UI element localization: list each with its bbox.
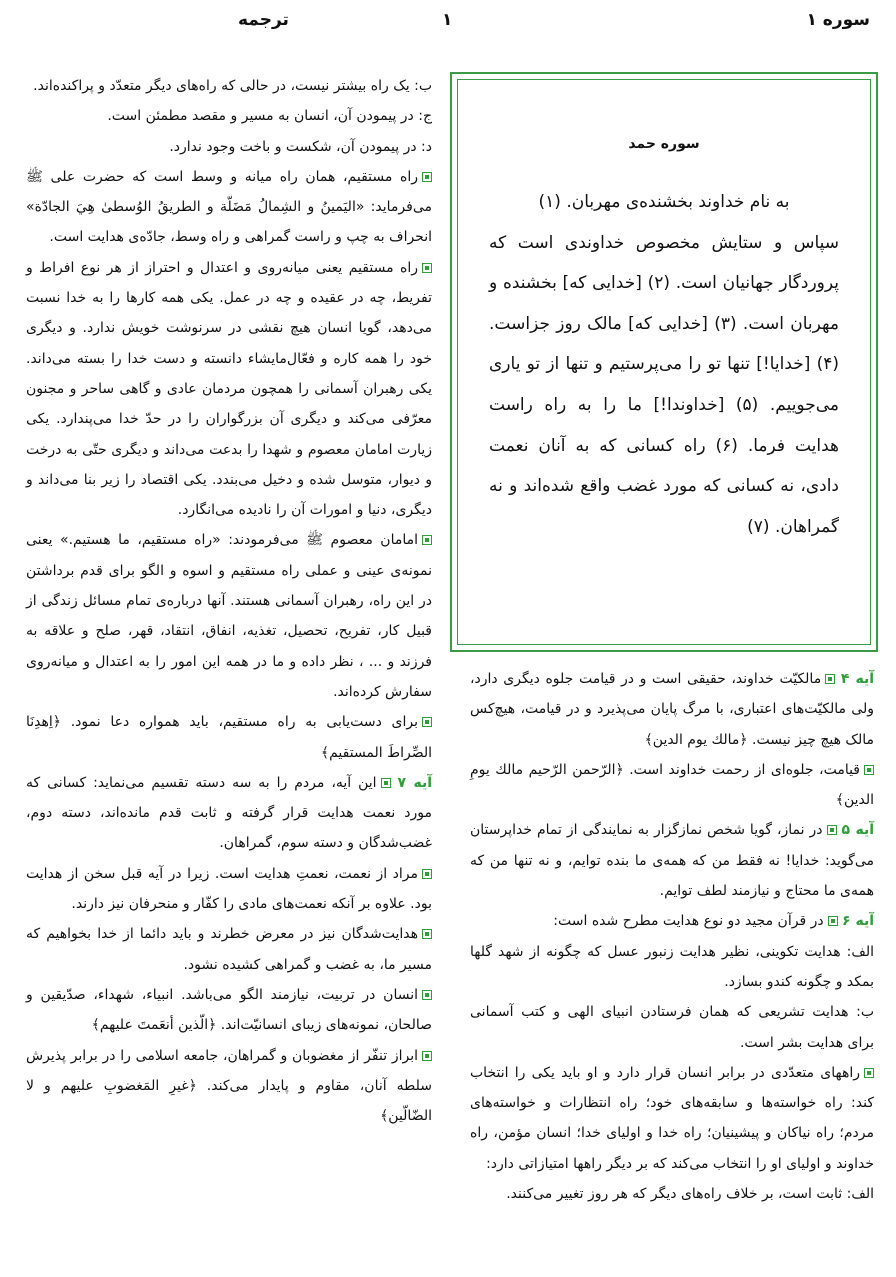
commentary-text: انسان در تربیت، نیازمند الگو می‌باشد. انبیاء، شهداء، صدّیقین و صالحان، نمونه‌های زیبای انسانیّت‌اند. ﴿الّذين أنعَمتَ عليهم﴾ [26,986,432,1034]
right-commentary-column [470,664,874,1209]
commentary-point [26,525,432,707]
aya-label: آیه ۷ [397,774,433,791]
bullet-square-icon [381,778,391,788]
bullet-square-icon [825,674,835,684]
translation-paragraph: سپاس و ستایش مخصوص خداوندی است که پروردگار جهانیان است. (۲) [خدایی که] بخشنده و مهربان است. (۳) [خدایی که] مالک روز جزاست. (۴) [خدایا!] تنها تو را می‌پرستیم و تنها از تو یاری می‌جوییم. (۵) [خداوندا!] ما را به راه راست هدایت فرما. (۶) راه کسانی که به آنان نعمت دادی، نه کسانی که مورد غضب واقع شده‌اند و نه گمراهان. (۷) [489,232,840,537]
commentary-point [26,1041,432,1132]
commentary-point [470,815,874,906]
commentary-text: ابراز تنفّر از مغضوبان و گمراهان، جامعه اسلامی را در برابر پذیرش سلطه آنان، مقاوم و پایدار می‌کند. ﴿غيرِ المَغضوبِ عليهم و لا الضّالّين﴾ [26,1047,432,1125]
commentary-text: هدایت‌شدگان نیز در معرض خطرند و باید دائما از خدا بخواهیم که مسیر ما، به غضب و گمراهی کشیده نشود. [26,926,432,973]
commentary-text: امامان معصوم ﷺ می‌فرمودند: «راه مستقیم، ما هستیم.» یعنی نمونه‌ی عینی و عملی راه مستقیم و اسوه و الگو برای قدم برداشتن در این راه، رهبران آسمانی هستند. آنها درباره‌ی تمام مسائل زندگی از قبیل کار، تفریح، تحصیل، تغذیه، انفاق، انتقاد، قهر، صلح و علاقه به فرزند و ... ، نظر داده و ما در همه این امور را به اعتدال و میانه‌روی سفارش کرده‌اند. [26,532,432,700]
commentary-paragraph: ب: یک راه بیشتر نیست، در حالی که راه‌های دیگر متعدّد و پراکنده‌اند. [33,78,432,94]
commentary-text: در نماز، گویا شخص نمازگزار به نمایندگی از تمام خداپرستان می‌گوید: خدایا! نه فقط من که همه‌ی ما بنده توایم، و نه تنها من که همه‌ی ما محتاج و نیازمند لطف توایم. [470,822,874,900]
bullet-square-icon [422,172,432,182]
commentary-paragraph: الف: هدایت تکوینی، نظیر هدایت زنبور عسل که چگونه از شهد گلها بمکد و چگونه کندو بسازد. [470,943,874,990]
commentary-paragraph: ج: در پیمودن آن، انسان به مسیر و مقصد مطمئن است. [107,108,432,125]
bullet-square-icon [422,990,432,1000]
surah-title: سوره حمد [628,136,700,152]
aya-label: آیه ۵ [841,822,875,839]
translation-text [489,182,839,547]
bullet-square-icon [864,765,874,775]
commentary-paragraph: ب: هدایت تشریعی که همان فرستادن انبیای الهی و کتب آسمانی برای هدایت بشر است. [470,1004,874,1051]
bullet-square-icon [422,929,432,939]
commentary-point [26,919,432,980]
commentary-text: راه مستقیم، همان راه میانه و وسط است که حضرت علی ﷺ می‌فرماید: «اليَمينُ و الشِمالُ مَضَلّة و الطريقُ الوُسطیٰ هِيَ الجادّة» انحراف به چپ و راست گمراهی و راه وسط، جادّه‌ی هدایت است. [26,168,432,246]
commentary-text: قیامت، جلوه‌ای از رحمت خداوند است. ﴿الرّحمن الرّحيم مالك يومِ الدين﴾ [470,761,874,809]
commentary-text: راههای متعدّدی در برابر انسان قرار دارد و او باید یکی را انتخاب کند: راه خواسته‌ها و سابقه‌های خود؛ راه انتظارات و خواسته‌های مردم؛ راه نیاکان و پیشینیان؛ راه خدا و اولیای خدا؛ انسان مؤمن، راه خداوند و اولیای او را انتخاب می‌کند که بر دیگر راهها امتیازاتی دارد: [470,1064,874,1172]
translation-box [450,72,878,652]
commentary-point [26,768,432,859]
basmala-line: به نام خداوند بخشنده‌ی مهربان. (۱) [538,192,790,212]
commentary-point [470,906,874,936]
commentary-paragraph: الف: ثابت است، بر خلاف راه‌های دیگر که هر روز تغییر می‌کنند. [506,1186,874,1203]
bullet-square-icon [422,717,432,727]
commentary-text: راه مستقیم یعنی میانه‌روی و اعتدال و احتراز از هر نوع افراط و تفریط، چه در عقیده و چه در عمل. یکی همه کارها را به خدا نسبت می‌دهد، گویا انسان هیچ نقشی در سرنوشت خویش ندارد. و دیگری خود را همه کاره و فعّال‌مایشاء دانسته و دست خدا را بسته می‌داند. یکی رهبران آسمانی را همچون مردمان عادی و گاهی ساحر و مجنون معرّفی می‌کند و دیگری آن بزرگواران را در حدّ خدا می‌پندارد. یکی زیارت امامان معصوم و شهدا را بدعت می‌داند و دیگری حتّی به درخت و دیوار، متوسل شده و دخیل می‌بندد. یکی اقتصاد را زیر بنا می‌داند و دیگری، دنیا و امورات آن را نادیده می‌انگارد. [26,259,432,519]
commentary-point [470,1058,874,1179]
bullet-square-icon [827,825,837,835]
commentary-point [470,664,874,755]
commentary-point [26,162,432,253]
commentary-text: برای دست‌یابی به راه مستقیم، باید همواره دعا نمود. ﴿اِهدِنَا الصِّراطَ المستقيم﴾ [26,714,432,761]
bullet-square-icon [422,263,432,273]
left-commentary-column [26,71,432,1131]
aya-label: آیه ۴ [840,671,874,687]
bullet-square-icon [422,869,432,879]
bullet-square-icon [422,1051,432,1061]
section-title-header: ترجمه [238,10,289,30]
commentary-point [470,755,874,816]
commentary-point [26,253,432,526]
surah-number-header: سوره ۱ [806,10,870,30]
commentary-text: این آیه، مردم را به سه دسته تقسیم می‌نماید: کسانی که مورد نعمت هدایت قرار گرفته و ثابت قدم مانده‌اند، دسته دوم، غضب‌شدگان و دسته سوم، گمراهان. [26,774,432,852]
commentary-point [26,859,432,920]
bullet-square-icon [828,916,838,926]
commentary-point [26,707,432,768]
commentary-text: در قرآن مجید دو نوع هدایت مطرح شده است: [553,913,824,930]
commentary-text: مراد از نعمت، نعمتِ هدایت است. زیرا در آیه قبل سخن از هدایت بود. علاوه بر آنکه نعمت‌های مادی را کفّار و منحرفان نیز دارند. [26,865,432,913]
page-number: ۱ [442,10,453,30]
commentary-text: مالکیّت خداوند، حقیقی است و در قیامت جلوه دیگری دارد، ولی مالکیّت‌های اعتباری، با مرگ پایان می‌پذیرد و در قیامت، هیچ‌کس مالک هیچ چیز نیست. ﴿مالك يوم الدين﴾ [470,671,874,748]
commentary-paragraph: د: در پیمودن آن، شکست و باخت وجود ندارد. [169,138,432,155]
commentary-point [26,980,432,1041]
bullet-square-icon [422,535,432,545]
aya-label: آیه ۶ [842,913,874,930]
bullet-square-icon [864,1068,874,1078]
